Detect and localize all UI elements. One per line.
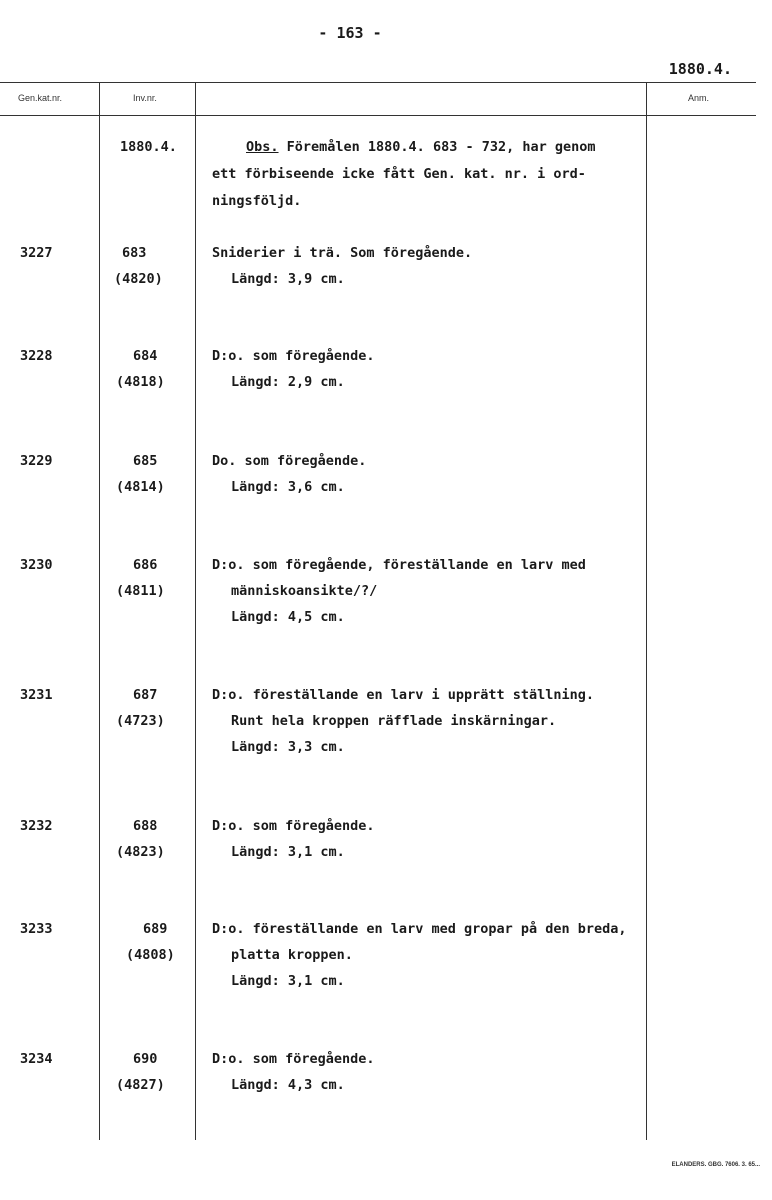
entry-inv-number: 683 <box>122 245 147 261</box>
entry-description-line: Längd: 3,9 cm. <box>231 271 345 287</box>
entry-inv-number: 685 <box>133 453 158 469</box>
entry-description-line: Längd: 3,1 cm. <box>231 844 345 860</box>
entry-description-line: Do. som föregående. <box>212 453 367 469</box>
header-bottom-rule <box>0 115 756 116</box>
entry-description-line: D:o. föreställande en larv i upprätt ställning. <box>212 687 595 703</box>
printer-imprint: ELANDERS. GBG. 7606. 3. 65... <box>671 1162 760 1168</box>
entry-description-line: D:o. som föregående, föreställande en larv med <box>212 557 586 573</box>
intro-line-1 <box>246 139 596 155</box>
entry-old-number: (4814) <box>116 479 165 495</box>
entry-old-number: (4818) <box>116 374 165 390</box>
intro-inv: 1880.4. <box>120 139 177 155</box>
entry-description-line: Runt hela kroppen räfflade inskärningar. <box>231 713 557 729</box>
entry-gen-number: 3234 <box>20 1051 53 1067</box>
entry-description-line: Längd: 4,3 cm. <box>231 1077 345 1093</box>
obs-word: Obs. <box>246 139 279 155</box>
entry-description-line: Längd: 3,6 cm. <box>231 479 345 495</box>
column-header-anm: Anm. <box>688 93 710 103</box>
entry-inv-number: 684 <box>133 348 158 364</box>
entry-old-number: (4823) <box>116 844 165 860</box>
entry-description-line: D:o. föreställande en larv med gropar på den breda, <box>212 921 627 937</box>
column-header-inv: Inv.nr. <box>133 93 157 103</box>
top-rule <box>0 82 756 83</box>
entry-gen-number: 3233 <box>20 921 53 937</box>
column-header-gen: Gen.kat.nr. <box>18 93 63 103</box>
entry-inv-number: 687 <box>133 687 158 703</box>
entry-description-line: människoansikte/?/ <box>231 583 378 599</box>
entry-old-number: (4723) <box>116 713 165 729</box>
entry-inv-number: 689 <box>143 921 168 937</box>
accession-header: 1880.4. <box>668 60 732 78</box>
column-divider-gen-inv <box>99 82 100 1140</box>
entry-inv-number: 688 <box>133 818 158 834</box>
intro-line-2: ett förbiseende icke fått Gen. kat. nr. i ord- <box>212 166 586 182</box>
entry-description-line: D:o. som föregående. <box>212 1051 375 1067</box>
entry-description-line: Längd: 3,1 cm. <box>231 973 345 989</box>
entry-gen-number: 3232 <box>20 818 53 834</box>
intro-line-1-text: Föremålen 1880.4. 683 - 732, har genom <box>278 139 596 155</box>
entry-description-line: D:o. som föregående. <box>212 818 375 834</box>
entry-description-line: Längd: 4,5 cm. <box>231 609 345 625</box>
entry-description-line: Sniderier i trä. Som föregående. <box>212 245 473 261</box>
page-number: - 163 - <box>318 24 382 42</box>
entry-gen-number: 3231 <box>20 687 53 703</box>
entry-gen-number: 3227 <box>20 245 53 261</box>
entry-gen-number: 3229 <box>20 453 53 469</box>
entry-description-line: platta kroppen. <box>231 947 353 963</box>
column-divider-desc-anm <box>646 82 647 1140</box>
entry-old-number: (4808) <box>126 947 175 963</box>
entry-inv-number: 690 <box>133 1051 158 1067</box>
entry-description-line: Längd: 2,9 cm. <box>231 374 345 390</box>
entry-description-line: Längd: 3,3 cm. <box>231 739 345 755</box>
entry-old-number: (4827) <box>116 1077 165 1093</box>
entry-description-line: D:o. som föregående. <box>212 348 375 364</box>
entry-old-number: (4820) <box>114 271 163 287</box>
entry-old-number: (4811) <box>116 583 165 599</box>
entry-inv-number: 686 <box>133 557 158 573</box>
entry-gen-number: 3230 <box>20 557 53 573</box>
column-divider-inv-desc <box>195 82 196 1140</box>
entry-gen-number: 3228 <box>20 348 53 364</box>
intro-line-3: ningsföljd. <box>212 193 302 209</box>
